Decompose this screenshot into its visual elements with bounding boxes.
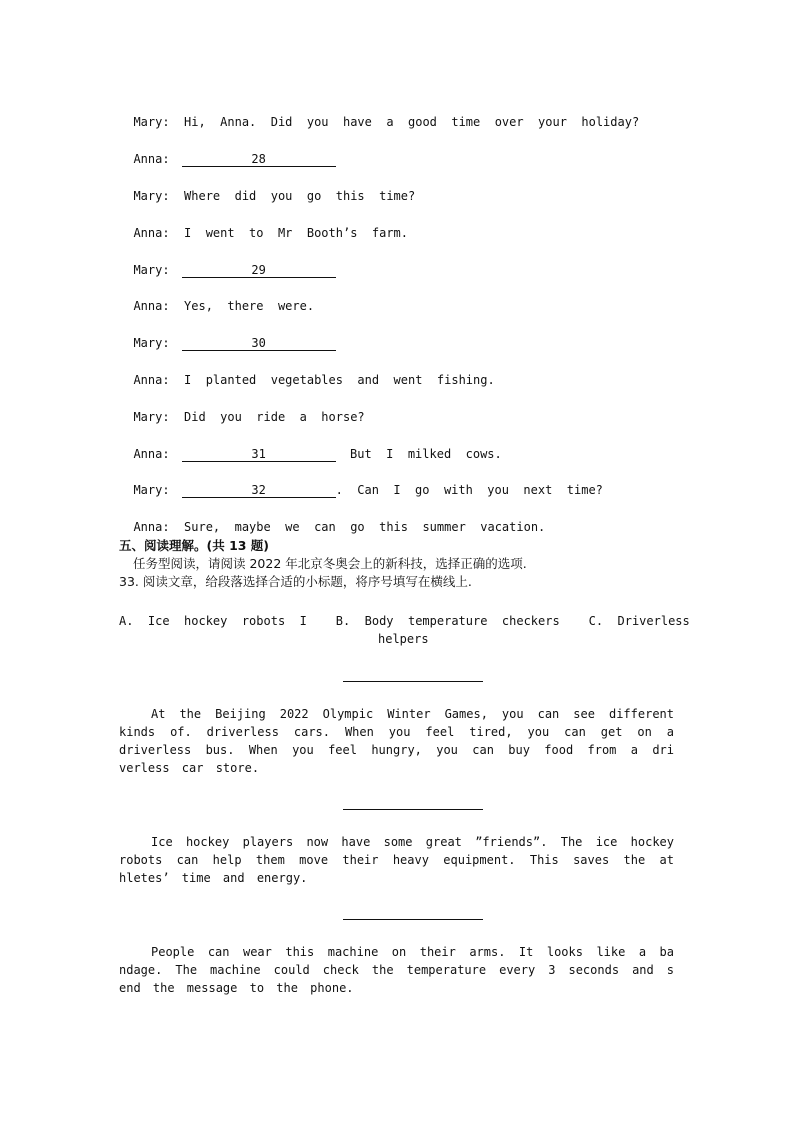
dialogue-text: Did you ride a horse? <box>184 410 365 424</box>
paragraph-2: Ice hockey players now have some great ”friends”. The ice hockey robots can help them move their heavy equipment. This saves the at hletes’ time and energy. <box>119 835 674 885</box>
question-33: 33. 阅读文章，给段落选择合适的小标题，将序号填写在横线上. <box>119 574 472 589</box>
speaker: Anna: <box>133 226 170 240</box>
dialogue-line-6 <box>119 282 314 314</box>
dialogue-text: Where did you go this time? <box>184 189 416 203</box>
speaker: Anna: <box>133 520 170 534</box>
dialogue-text: Hi, Anna. Did you have a good time over your holiday? <box>184 115 640 129</box>
answer-blank-29[interactable]: 29 <box>182 263 336 278</box>
section-instruction: 任务型阅读，请阅读 2022 年北京冬奥会上的新科技，选择正确的选项. <box>133 556 527 571</box>
answer-blank-28[interactable]: 28 <box>182 152 336 167</box>
section-heading: 五、阅读理解。(共 13 题) <box>119 538 270 553</box>
dialogue-text: Yes, there were. <box>184 299 315 313</box>
answer-blank-32[interactable]: 32 <box>182 483 336 498</box>
answer-blank-31[interactable]: 31 <box>182 447 336 462</box>
dialogue-line-10 <box>119 430 502 462</box>
speaker: Mary: <box>133 115 170 129</box>
dialogue-text: But I milked cows. <box>335 447 502 461</box>
dialogue-line-8 <box>119 356 495 388</box>
dialogue-text: I went to Mr Booth’s farm. <box>184 226 408 240</box>
dialogue-line-1 <box>119 98 639 130</box>
speaker: Anna: <box>133 152 170 166</box>
dialogue-line-12 <box>119 503 545 535</box>
answer-line-1[interactable] <box>343 681 483 682</box>
dialogue-line-5 <box>119 246 336 278</box>
dialogue-line-2 <box>119 135 336 167</box>
dialogue-line-7 <box>119 319 336 351</box>
speaker: Anna: <box>133 373 170 387</box>
speaker: Anna: <box>133 299 170 313</box>
speaker: Mary: <box>133 263 170 277</box>
speaker: Mary: <box>133 483 170 497</box>
dialogue-line-9 <box>119 393 365 425</box>
options-line-continued: helpers <box>378 632 429 646</box>
speaker: Mary: <box>133 189 170 203</box>
dialogue-line-4 <box>119 209 408 241</box>
dialogue-line-11 <box>119 466 603 498</box>
dialogue-text: . Can I go with you next time? <box>335 483 603 497</box>
dialogue-text: Sure, maybe we can go this summer vacation. <box>184 520 546 534</box>
speaker: Anna: <box>133 447 170 461</box>
paragraph-3: People can wear this machine on their arms. It looks like a ba ndage. The machine could check the temperature every 3 seconds and s end the message to the phone. <box>119 945 674 995</box>
answer-blank-30[interactable]: 30 <box>182 336 336 351</box>
paragraph-1: At the Beijing 2022 Olympic Winter Games, you can see different kinds of. driverless cars. When you feel tired, you can get on a driverless bus. When you feel hungry, you can buy food from a dri verless car store. <box>119 707 674 775</box>
answer-line-3[interactable] <box>343 919 483 920</box>
speaker: Mary: <box>133 410 170 424</box>
dialogue-text: I planted vegetables and went fishing. <box>184 373 495 387</box>
dialogue-line-3 <box>119 172 415 204</box>
speaker: Mary: <box>133 336 170 350</box>
options-line: A. Ice hockey robots I B. Body temperature checkers C. Driverless <box>119 614 690 628</box>
answer-line-2[interactable] <box>343 809 483 810</box>
